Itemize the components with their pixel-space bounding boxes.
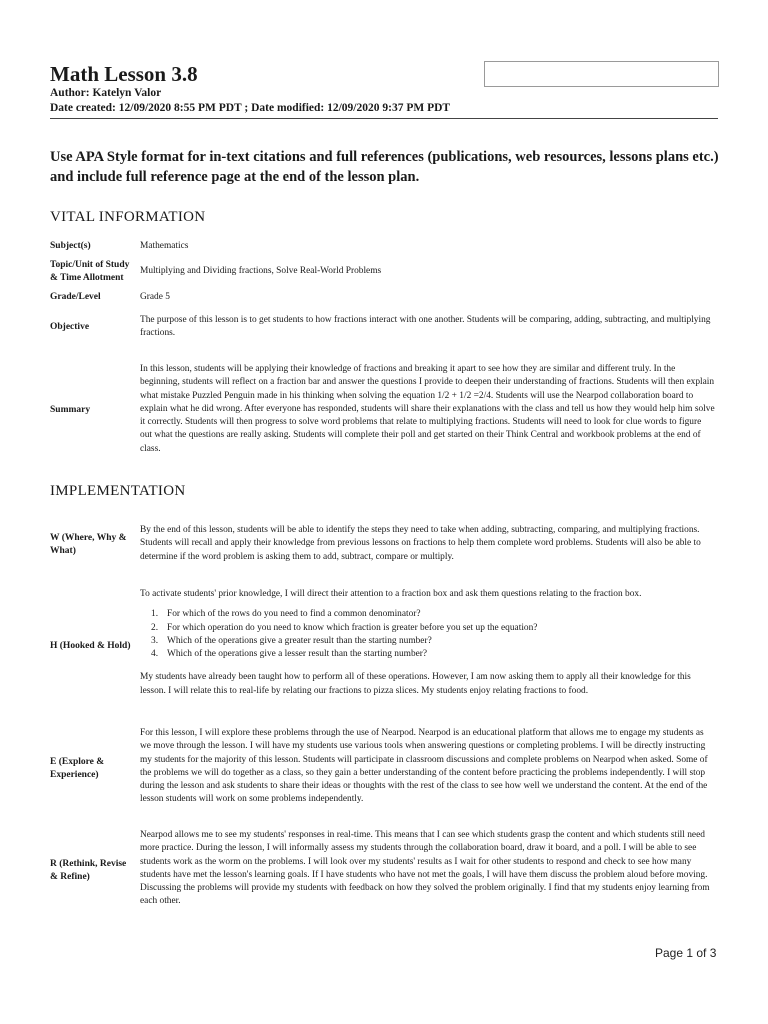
impl-e-label: E (Explore & Experience) — [50, 757, 105, 780]
impl-e-value: For this lesson, I will explore these problems through the use of Nearpod. Nearpod is an educational platform that allows me to engage my students as we move through the lesson. I will have my students use various tools when answering questions or completing problems. I will be directly instructing my students for the majority of this lesson. Students will participate in classroom discussions and complete problems on Nearpod when asked. Some of the problems we will do together as a class, so they gain a better understanding of the content before practicing the problems independently. I will stop during the lesson and ask students to share their ideas or thoughts with the rest of the class to see how well we understand the content. At the end of the lesson students will work on some problems independently. — [140, 728, 708, 805]
impl-h-intro: To activate students' prior knowledge, I will direct their attention to a fraction box and ask them questions relating to the fraction box. — [140, 589, 642, 599]
impl-h-question-list — [140, 608, 715, 661]
list-item: 3. Which of the operations give a greater result than the starting number? — [151, 635, 432, 646]
vital-row-label-grade: Grade/Level — [50, 292, 101, 302]
list-item: 1. For which of the rows do you need to find a common denominator? — [151, 609, 421, 620]
impl-r-value: Nearpod allows me to see my students' responses in real-time. This means that I can see which students grasp the content and which students still need more practice. During the lesson, I will informally assess my students through the collaboration board, draw it board, and a poll. I will be able to see students work as the worm on the problems. I will look over my students' results as I wait for other students to respond and check to see how many students have met the lesson's learning goals. If I have students who have not met the goals, I will have them discuss the problem aloud before moving. Discussing the problems will provide my students with feedback on how they solved the problem originally. I find that my students enjoy learning from each other. — [140, 830, 710, 907]
vital-row-value-objective: The purpose of this lesson is to get students to how fractions interact with one another. Students will be comparing, adding, subtracting, and multiplying fractions. — [140, 315, 711, 339]
vital-row-value-topic: Multiplying and Dividing fractions, Solve Real-World Problems — [140, 266, 382, 276]
impl-h-label: H (Hooked & Hold) — [50, 641, 131, 651]
apa-instructions: Use APA Style format for in-text citations and full references (publications, web resources, lessons plans etc.) and include full reference page at the end of the lesson plan. — [50, 149, 719, 185]
vital-row-value-summary: In this lesson, students will be applying their knowledge of fractions and breaking it apart to see how they are similar and different truly. In the beginning, students will reflect on a fraction bar and answer the questions I provide to deepen their understanding of fractions. Students will then explain what mistake Puzzled Penguin made in his thinking when solving the equation 1/2 + 1/2 =2/4. Students will use the Nearpod collaboration board to explain what he did wrong. After everyone has responded, students will share their explanations with the class and tell us how they would help him solve it correctly. Students will then progress to solve word problems that relate to multiplying fractions. Students will need to look for clue words to figure out what the questions are really asking. Students will complete their poll and get started on their Think Central and workbook problems at the end of class. — [140, 364, 715, 454]
list-item: 2. For which operation do you need to know which fraction is greater before you set up the equation? — [151, 622, 538, 633]
vital-row-label-subject: Subject(s) — [50, 241, 91, 251]
vital-row-label-summary: Summary — [50, 405, 91, 415]
author-line: Author: Katelyn Valor — [50, 87, 162, 99]
impl-w-value: By the end of this lesson, students will be able to identify the steps they need to take when adding, subtracting, comparing, and multiplying fractions. Students will recall and apply their knowledge from previous lessons on fractions to help them complete word problems. Students will also be able to determine if the word problem is asking them to add, subtract, compare or multiply. — [140, 525, 701, 562]
vital-row-label-objective: Objective — [50, 322, 90, 332]
impl-h-outro: My students have already been taught how to perform all of these operations. However, I am now asking them to apply all their knowledge for this lesson. I will relate this to real-life by relating our fractions to pizza slices. My students enjoy relating fractions to food. — [140, 672, 691, 696]
list-item: 4. Which of the operations give a lesser result than the starting number? — [151, 649, 428, 660]
impl-r-label: R (Rethink, Revise & Refine) — [50, 859, 127, 882]
vital-row-value-subject: Mathematics — [140, 241, 189, 251]
header-input-box[interactable] — [484, 61, 719, 87]
page-title: Math Lesson 3.8 — [50, 62, 198, 86]
vital-row-value-grade: Grade 5 — [140, 292, 170, 302]
dates-line: Date created: 12/09/2020 8:55 PM PDT ; Date modified: 12/09/2020 9:37 PM PDT — [50, 102, 451, 114]
vital-row-label-topic: Topic/Unit of Study & Time Allotment — [50, 260, 130, 283]
vital-info-heading: VITAL INFORMATION — [50, 209, 206, 225]
impl-w-label: W (Where, Why & What) — [50, 533, 127, 556]
implementation-heading: IMPLEMENTATION — [50, 483, 186, 499]
header-divider — [50, 118, 718, 119]
page-number: Page 1 of 3 — [655, 946, 717, 960]
impl-h-value — [140, 588, 715, 698]
